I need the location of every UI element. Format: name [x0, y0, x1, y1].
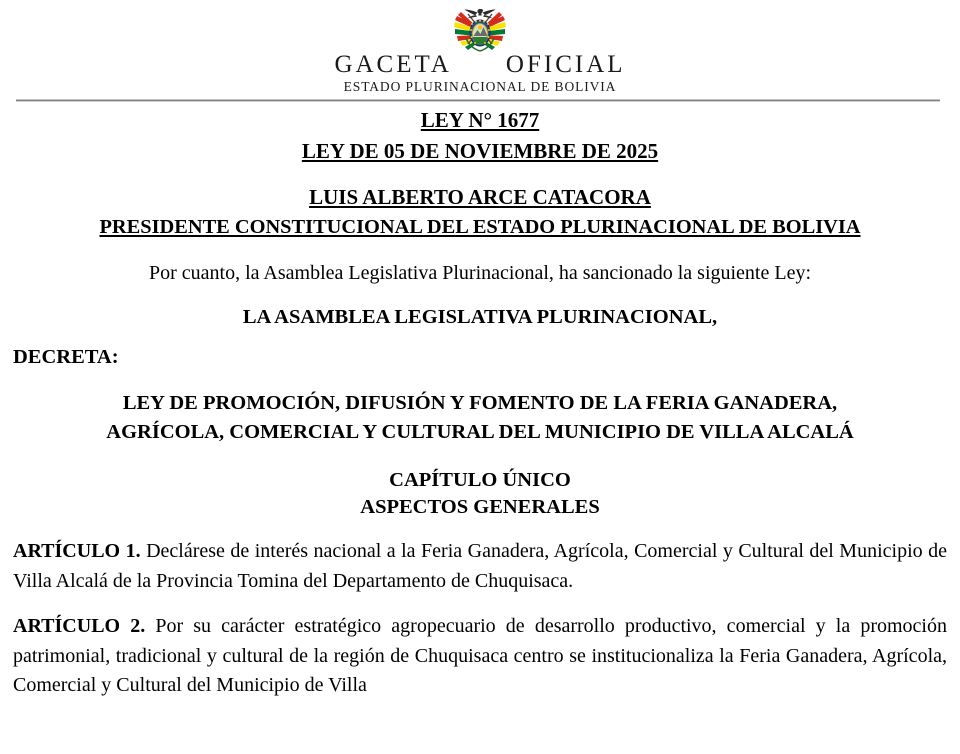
masthead-divider	[16, 99, 940, 102]
masthead-wordmark	[0, 52, 960, 95]
chapter-heading	[13, 467, 947, 522]
bolivia-coat-of-arms-icon	[452, 6, 508, 58]
president-name-text: LUIS ALBERTO ARCE CATACORA	[309, 185, 651, 210]
gaceta-oficial-subtitle: ESTADO PLURINACIONAL DE BOLIVIA	[343, 79, 617, 94]
law-date-heading	[13, 137, 947, 165]
law-number-heading	[13, 106, 947, 134]
chapter-subtitle: ASPECTOS GENERALES	[360, 496, 600, 519]
masthead	[0, 0, 960, 96]
chapter-title: CAPÍTULO ÚNICO	[389, 468, 571, 491]
assembly-heading: LA ASAMBLEA LEGISLATIVA PLURINACIONAL,	[242, 305, 718, 328]
president-role-text: PRESIDENTE CONSTITUCIONAL DEL ESTADO PLURINACIONAL DE BOLIVIA	[99, 216, 861, 239]
article-1-label: ARTÍCULO 1.	[13, 540, 141, 563]
gaceta-oficial-title: GACETA OFICIAL	[334, 51, 626, 78]
decreta-heading: DECRETA:	[13, 345, 119, 368]
article-2-text: Por su carácter estratégico agropecuario de desarrollo productivo, comercial y la promoción patrimonial, tradicional y cultural de la región de Chuquisaca centro se institucionaliza la Feria Ganadera, Agrícola, Comercial y Cultural del Municipio de Villa	[13, 615, 947, 696]
article-1-text: Declárese de interés nacional a la Feria Ganadera, Agrícola, Comercial y Cultural del Municipio de Villa Alcalá de la Provincia Tomina del Departamento de Chuquisaca.	[13, 540, 947, 592]
law-number-text: LEY N° 1677	[420, 108, 540, 132]
article-1	[13, 537, 947, 596]
president-role-heading	[13, 214, 947, 241]
preamble-paragraph: Por cuanto, la Asamblea Legislativa Plurinacional, ha sancionado la siguiente Ley:	[148, 261, 812, 284]
article-2-label: ARTÍCULO 2.	[13, 615, 146, 638]
law-title-line-1: LEY DE PROMOCIÓN, DIFUSIÓN Y FOMENTO DE LA FERIA GANADERA,	[122, 391, 838, 414]
law-date-text: LEY DE 05 DE NOVIEMBRE DE 2025	[301, 139, 659, 164]
president-name-heading	[13, 183, 947, 211]
article-2	[13, 612, 947, 700]
law-title-line-2: AGRÍCOLA, COMERCIAL Y CULTURAL DEL MUNICIPIO DE VILLA ALCALÁ	[106, 420, 854, 443]
law-title-heading	[13, 389, 947, 447]
document-body	[0, 106, 960, 700]
